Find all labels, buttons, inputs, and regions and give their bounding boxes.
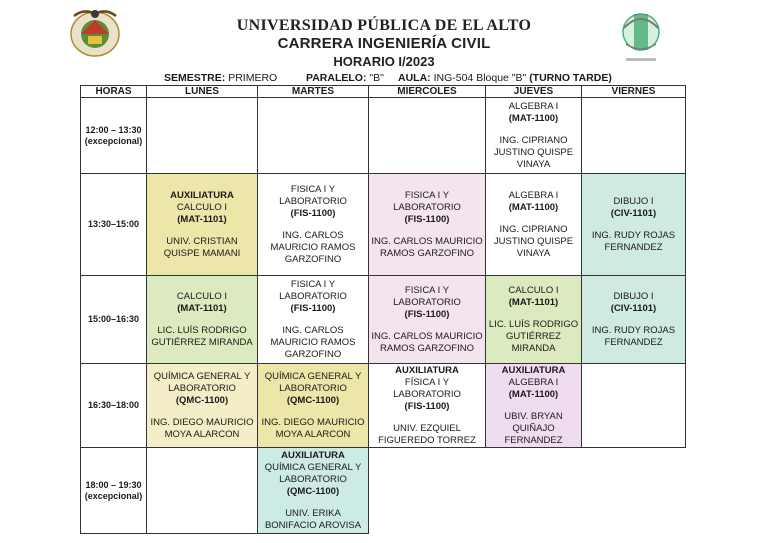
empty-cell <box>369 448 486 534</box>
col-header-lunes: LUNES <box>147 86 258 98</box>
class-cell: QUÍMICA GENERAL Y LABORATORIO (QMC-1100) ING. DIEGO MAURICIO MOYA ALARCON <box>147 364 258 448</box>
parallel-info: PARALELO: "B" <box>306 72 384 84</box>
table-row <box>81 364 686 448</box>
class-cell: FISICA I Y LABORATORIO (FIS-1100) ING. CARLOS MAURICIO RAMOS GARZOFINO <box>258 174 369 276</box>
class-cell: ALGEBRA I (MAT-1100) ING. CIPRIANO JUSTINO QUISPE VINAYA <box>486 98 582 174</box>
header-row <box>81 86 686 98</box>
empty-cell <box>486 448 582 534</box>
class-cell: FISICA I Y LABORATORIO (FIS-1100) ING. CARLOS MAURICIO RAMOS GARZOFINO <box>258 276 369 364</box>
table-row <box>81 276 686 364</box>
class-cell: AUXILIATURA FÍSICA I Y LABORATORIO (FIS-1100) UNIV. EZQUIEL FIGUEREDO TORREZ <box>369 364 486 448</box>
semester-info: SEMESTRE: PRIMERO <box>164 72 278 84</box>
hour-cell: 15:00–16:30 <box>81 276 147 364</box>
class-cell: AUXILIATURA QUÍMICA GENERAL Y LABORATORIO (QMC-1100) UNIV. ERIKA BONIFACIO AROVISA <box>258 448 369 534</box>
empty-cell <box>582 448 686 534</box>
class-cell: DIBUJO I (CIV-1101) ING. RUDY ROJAS FERNANDEZ <box>582 174 686 276</box>
hour-cell: 12:00 – 13:30 (excepcional) <box>81 98 147 174</box>
class-cell: FISICA I Y LABORATORIO (FIS-1100) ING. CARLOS MAURICIO RAMOS GARZOFINO <box>369 276 486 364</box>
class-cell: ALGEBRA I (MAT-1100) ING. CIPRIANO JUSTINO QUISPE VINAYA <box>486 174 582 276</box>
university-title: UNIVERSIDAD PÚBLICA DE EL ALTO <box>236 17 532 34</box>
schedule-title: HORARIO I/2023 <box>333 54 435 69</box>
class-cell: AUXILIATURA CALCULO I (MAT-1101) UNIV. CRISTIAN QUISPE MAMANI <box>147 174 258 276</box>
hour-cell: 13:30–15:00 <box>81 174 147 276</box>
hour-cell: 18:00 – 19:30 (excepcional) <box>81 448 147 534</box>
hour-cell: 16:30–18:00 <box>81 364 147 448</box>
table-row <box>81 448 686 534</box>
class-cell: DIBUJO I (CIV-1101) ING. RUDY ROJAS FERNANDEZ <box>582 276 686 364</box>
table-row <box>81 98 686 174</box>
col-header-martes: MARTES <box>258 86 369 98</box>
room-info: AULA: ING-504 Bloque "B" (TURNO TARDE) <box>398 72 612 84</box>
col-header-jueves: JUEVES <box>486 86 582 98</box>
empty-cell <box>258 98 369 174</box>
schedule-table <box>80 85 686 534</box>
empty-cell <box>582 98 686 174</box>
class-cell: FISICA I Y LABORATORIO (FIS-1100) ING. CARLOS MAURICIO RAMOS GARZOFINO <box>369 174 486 276</box>
empty-cell <box>582 364 686 448</box>
class-cell: QUÍMICA GENERAL Y LABORATORIO (QMC-1100) ING. DIEGO MAURICIO MOYA ALARCON <box>258 364 369 448</box>
empty-cell <box>369 98 486 174</box>
table-row <box>81 174 686 276</box>
col-header-miercoles: MIERCOLES <box>369 86 486 98</box>
class-cell: CALCULO I (MAT-1101) LIC. LUÍS RODRIGO GUTIÉRREZ MIRANDA <box>147 276 258 364</box>
empty-cell <box>147 98 258 174</box>
career-title: CARRERA INGENIERÍA CIVIL <box>277 35 491 52</box>
col-header-horas: HORAS <box>81 86 147 98</box>
class-cell: AUXILIATURA ALGEBRA I (MAT-1100) UBIV. BRYAN QUIÑAJO FERNANDEZ <box>486 364 582 448</box>
col-header-viernes: VIERNES <box>582 86 686 98</box>
empty-cell <box>147 448 258 534</box>
class-cell: CALCULO I (MAT-1101) LIC. LUÍS RODRIGO GUTIÉRREZ MIRANDA <box>486 276 582 364</box>
